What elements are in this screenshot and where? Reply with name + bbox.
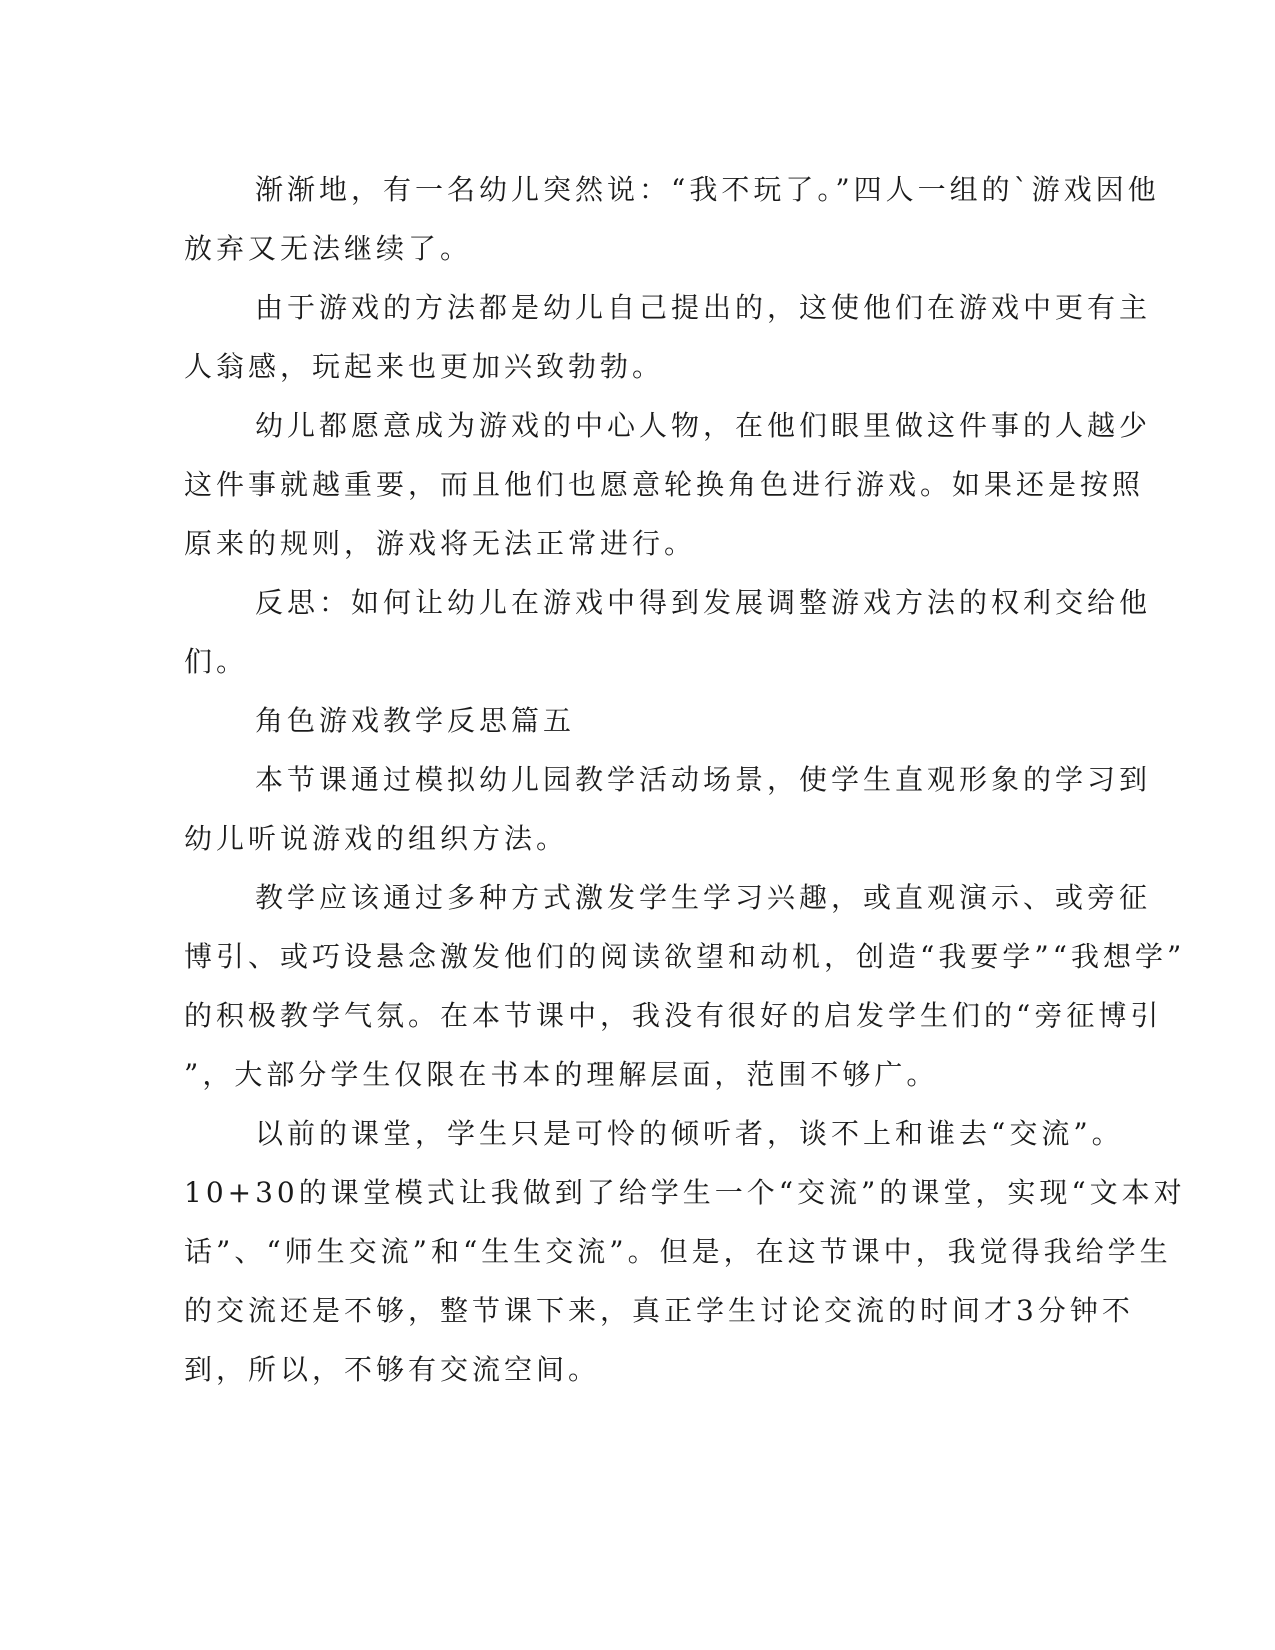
text-line: 10+30的课堂模式让我做到了给学生一个“交流”的课堂，实现“文本对 [184, 1176, 1186, 1209]
text-line: 幼儿都愿意成为游戏的中心人物，在他们眼里做这件事的人越少 [255, 409, 1152, 442]
text-line: 的交流还是不够，整节课下来，真正学生讨论交流的时间才3分钟不 [184, 1294, 1134, 1327]
text-line: 角色游戏教学反思篇五 [255, 704, 576, 737]
text-line: 人翁感，玩起来也更加兴致勃勃。 [184, 350, 665, 383]
text-line: 到，所以，不够有交流空间。 [184, 1353, 601, 1386]
text-line: 的积极教学气氛。在本节课中，我没有很好的启发学生们的“旁征博引 [184, 999, 1163, 1032]
text-line: 们。 [184, 645, 249, 678]
text-line: 话”、“师生交流”和“生生交流”。但是，在这节课中，我觉得我给学生 [184, 1235, 1172, 1268]
text-line: ”，大部分学生仅限在书本的理解层面，范围不够广。 [184, 1058, 939, 1091]
text-line: 本节课通过模拟幼儿园教学活动场景，使学生直观形象的学习到 [255, 763, 1152, 796]
text-line: 渐渐地，有一名幼儿突然说：“我不玩了。”四人一组的`游戏因他 [255, 173, 1160, 206]
text-line: 以前的课堂，学生只是可怜的倾听者，谈不上和谁去“交流”。 [255, 1117, 1124, 1150]
document-body [184, 160, 1186, 1399]
text-line: 教学应该通过多种方式激发学生学习兴趣，或直观演示、或旁征 [255, 881, 1152, 914]
text-line: 幼儿听说游戏的组织方法。 [184, 822, 569, 855]
text-line: 放弃又无法继续了。 [184, 232, 473, 265]
text-line: 由于游戏的方法都是幼儿自己提出的，这使他们在游戏中更有主 [255, 291, 1152, 324]
text-line: 这件事就越重要，而且他们也愿意轮换角色进行游戏。如果还是按照 [184, 468, 1145, 501]
text-line: 反思：如何让幼儿在游戏中得到发展调整游戏方法的权利交给他 [255, 586, 1152, 619]
text-line: 原来的规则，游戏将无法正常进行。 [184, 527, 697, 560]
text-line: 博引、或巧设悬念激发他们的阅读欲望和动机，创造“我要学”“我想学” [184, 940, 1186, 973]
